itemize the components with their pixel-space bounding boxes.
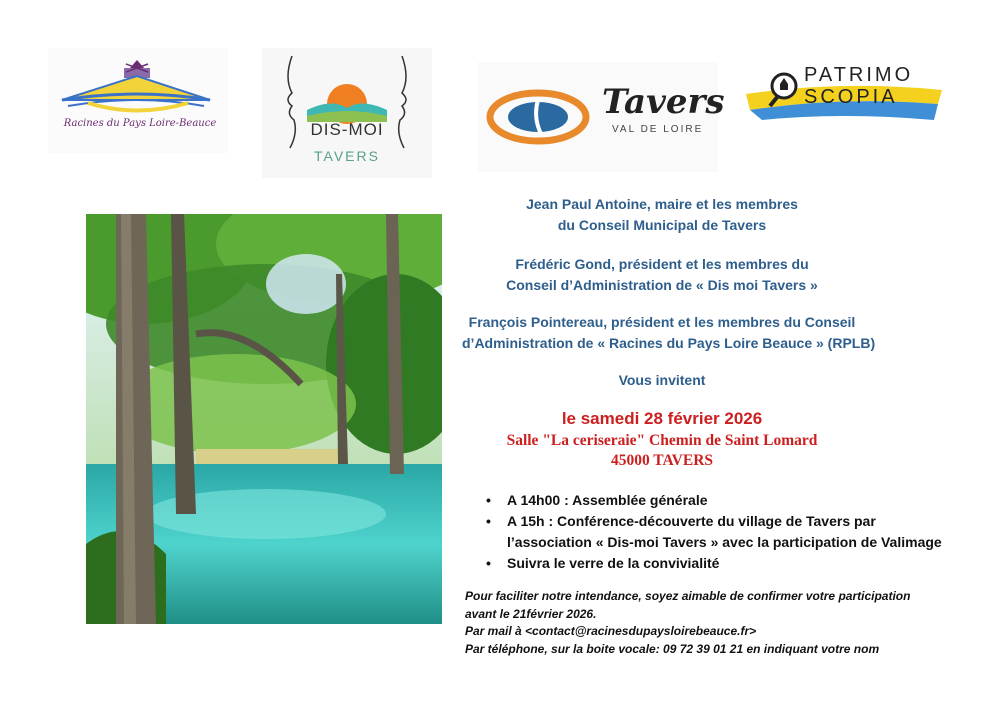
programme-item [486,490,976,511]
bullet-icon: • [486,492,491,508]
host-mayor-block [462,194,862,236]
event-date: le samedi 28 février 2026 [561,409,763,428]
dismoi-title: DIS-MOI [310,120,384,139]
patrimoscopia-line2: SCOPIA [804,86,898,108]
programme-item [486,511,976,553]
rsvp-note [465,588,985,658]
tavers-subtitle: VAL DE LOIRE [612,124,704,135]
rsvp-email-line[interactable]: Par mail à <contact@racinesdupaysloirebeauce.fr> [465,624,757,638]
racines-roof-icon [48,48,228,153]
logo-dismoi-tavers [262,48,432,178]
bullet-icon: • [486,513,491,529]
programme-line: Suivra le verre de la convivialité [507,555,720,571]
event-venue: Salle "La ceriseraie" Chemin de Saint Lomard [506,432,818,449]
logo-patrimoscopia [742,60,952,132]
programme-line: A 15h : Conférence-découverte du village de Tavers par [507,513,876,529]
racines-logo-text: Racines du Pays Loire-Beauce [63,118,217,129]
programme-line: A 14h00 : Assemblée générale [507,492,708,508]
logo-racines [48,48,228,153]
programme-item [486,553,976,574]
event-city: 45000 TAVERS [610,452,714,469]
programme-list [486,490,976,574]
host-mayor-line: Jean Paul Antoine, maire et les membres [526,196,798,212]
bullet-icon: • [486,555,491,571]
tavers-name: Tavers [602,82,725,122]
tavers-eye-icon [483,82,593,152]
rsvp-line: Pour faciliter notre intendance, soyez aimable de confirmer votre participation [465,589,911,603]
rsvp-line: avant le 21février 2026. [465,606,597,621]
host-dismoi-block [462,254,862,296]
patrimoscopia-line1: PATRIMO [804,64,914,86]
host-racines-line: d’Administration de « Racines du Pays Loire Beauce » (RPLB) [462,335,876,351]
invitation-heading: Vous invitent [618,372,706,388]
host-dismoi-line: Conseil d’Administration de « Dis moi Tavers » [506,277,818,293]
rsvp-phone-line: Par téléphone, sur la boite vocale: 09 72 39 01 21 en indiquant votre nom [465,641,880,656]
dismoi-subtitle: TAVERS [314,148,380,164]
forest-river-photo [86,214,442,624]
host-racines-line: François Pointereau, président et les membres du Conseil [468,314,856,330]
host-mayor-line: du Conseil Municipal de Tavers [557,217,767,233]
programme-line: l’association « Dis-moi Tavers » avec la participation de Valimage [507,534,942,550]
logo-tavers [478,62,725,172]
host-racines-block [462,312,876,354]
host-dismoi-line: Frédéric Gond, président et les membres du [515,256,809,272]
